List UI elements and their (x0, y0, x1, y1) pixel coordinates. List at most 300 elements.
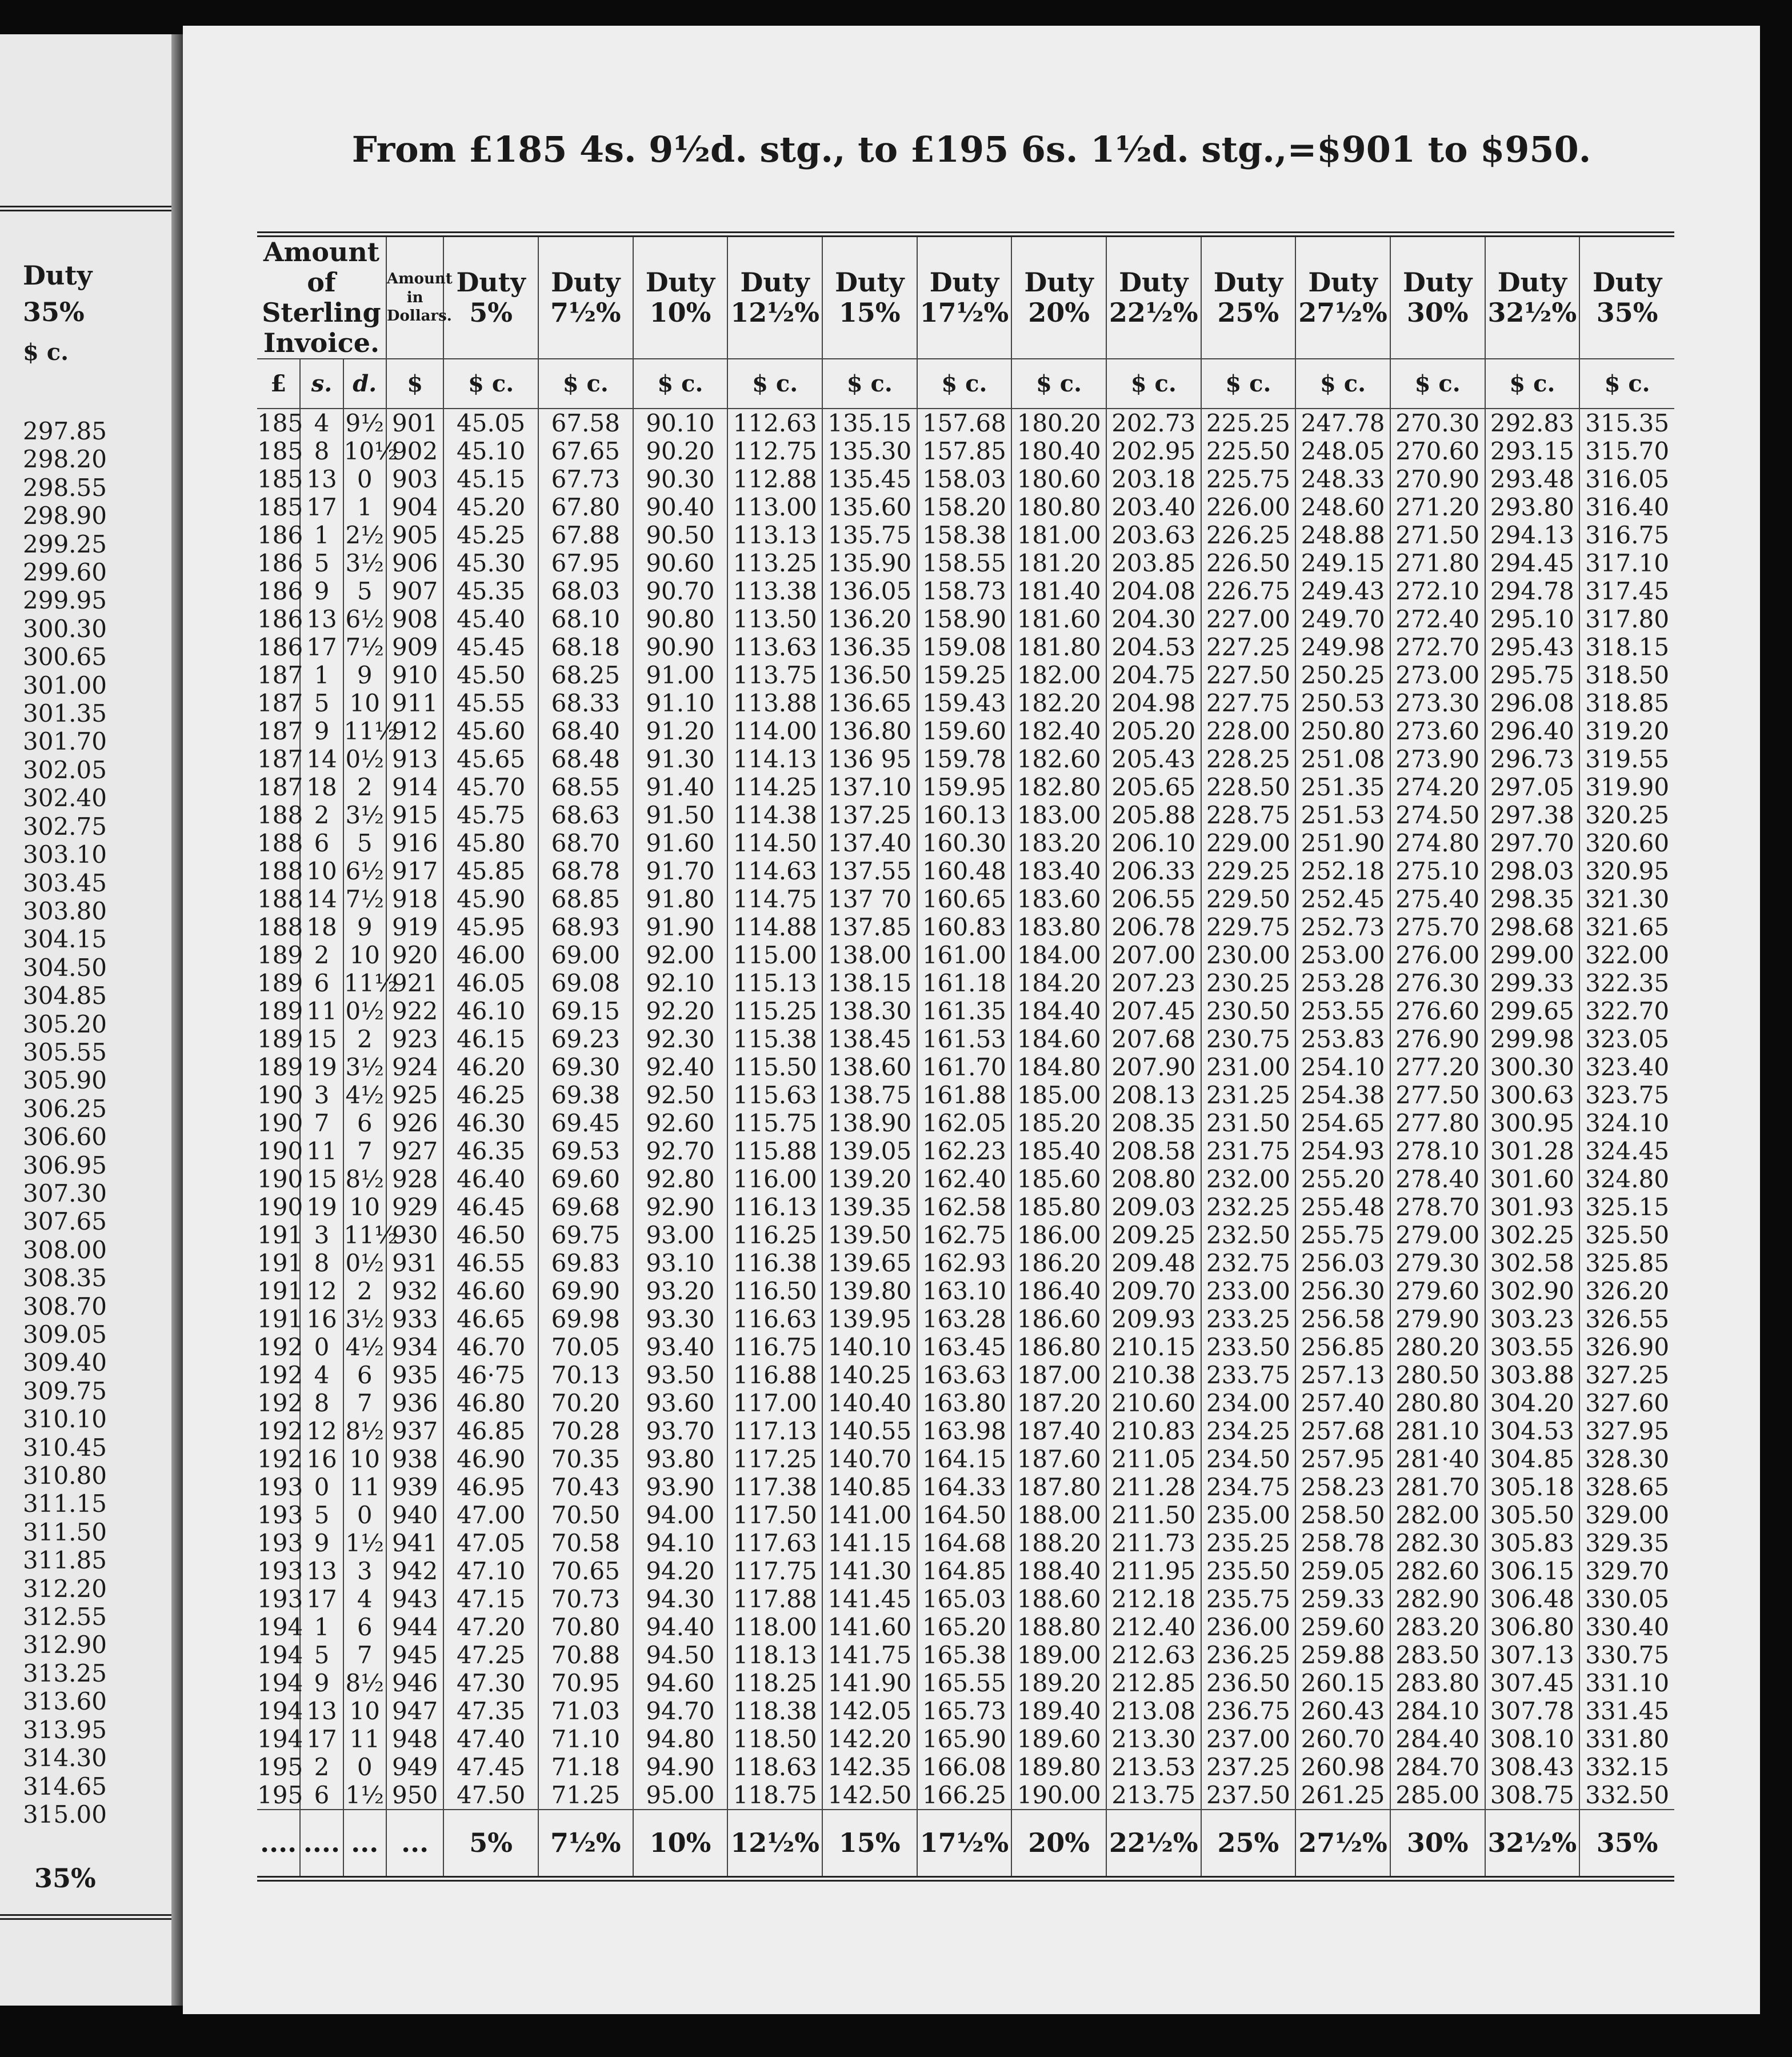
table-cell: 183.40 (1011, 857, 1106, 885)
table-cell: 303.55 (1485, 1333, 1580, 1361)
table-cell: 112.88 (727, 465, 822, 493)
table-cell: 188.80 (1011, 1613, 1106, 1641)
table-cell: 922 (386, 997, 443, 1025)
table-cell: 937 (386, 1417, 443, 1445)
table-cell: 279.00 (1390, 1221, 1485, 1249)
table-cell: 0½ (343, 745, 386, 773)
table-cell: 204.30 (1106, 605, 1201, 633)
table-cell: 255.20 (1295, 1165, 1390, 1193)
table-cell: 210.38 (1106, 1361, 1201, 1389)
table-cell: 183.80 (1011, 913, 1106, 941)
footer-duty-rate: 30% (1390, 1810, 1485, 1879)
table-cell: 318.85 (1579, 689, 1674, 717)
table-cell: 231.00 (1201, 1053, 1296, 1081)
table-cell: 8½ (343, 1669, 386, 1697)
table-cell: 277.50 (1390, 1081, 1485, 1109)
table-cell: 5 (343, 829, 386, 857)
table-cell: 17 (300, 1585, 343, 1613)
prev-value: 304.15 (23, 925, 107, 954)
table-cell: 47.10 (443, 1557, 538, 1585)
table-cell: 17 (300, 1725, 343, 1753)
table-cell: 324.10 (1579, 1109, 1674, 1137)
table-cell: 281.70 (1390, 1473, 1485, 1501)
table-cell: 0½ (343, 997, 386, 1025)
table-cell: 3½ (343, 1053, 386, 1081)
table-cell: 280.20 (1390, 1333, 1485, 1361)
prev-value: 299.95 (23, 586, 107, 615)
duty-header (822, 234, 917, 359)
footer-duty-rate: 20% (1011, 1810, 1106, 1879)
table-cell: 45.80 (443, 829, 538, 857)
table-cell: 165.73 (917, 1697, 1012, 1725)
table-cell: 0½ (343, 1249, 386, 1277)
table-cell: 8½ (343, 1165, 386, 1193)
table-cell: 94.80 (633, 1725, 728, 1753)
footer-duty-rate: 7½% (538, 1810, 633, 1879)
table-cell: 162.23 (917, 1137, 1012, 1165)
table-cell: 67.65 (538, 437, 633, 465)
table-cell: 5 (300, 689, 343, 717)
table-cell: 10 (343, 689, 386, 717)
table-cell: 158.73 (917, 577, 1012, 605)
dollar-unit: $ (386, 359, 443, 409)
table-cell: 18 (300, 913, 343, 941)
table-cell: 228.50 (1201, 773, 1296, 801)
table-cell: 70.88 (538, 1641, 633, 1669)
table-cell: 7 (300, 1109, 343, 1137)
table-cell: 45.70 (443, 773, 538, 801)
table-cell: 271.50 (1390, 521, 1485, 549)
table-cell: 182.80 (1011, 773, 1106, 801)
prev-value: 299.25 (23, 530, 107, 558)
table-cell: 940 (386, 1501, 443, 1529)
table-cell: 163.98 (917, 1417, 1012, 1445)
table-cell: 325.50 (1579, 1221, 1674, 1249)
table-cell: 270.60 (1390, 437, 1485, 465)
table-cell: 327.60 (1579, 1389, 1674, 1417)
table-cell: 259.33 (1295, 1585, 1390, 1613)
table-row (257, 465, 1674, 493)
table-cell: 8 (300, 1389, 343, 1417)
table-cell: 928 (386, 1165, 443, 1193)
table-cell: 113.25 (727, 549, 822, 577)
table-cell: 70.95 (538, 1669, 633, 1697)
table-cell: 17 (300, 493, 343, 521)
table-cell: 325.85 (1579, 1249, 1674, 1277)
table-cell: 306.48 (1485, 1585, 1580, 1613)
table-cell: 45.75 (443, 801, 538, 829)
table-cell: 46.05 (443, 969, 538, 997)
duty-header (1295, 234, 1390, 359)
table-cell: 46.90 (443, 1445, 538, 1473)
table-cell: 332.50 (1579, 1781, 1674, 1810)
duty-label: Duty (1213, 266, 1283, 298)
table-row (257, 1697, 1674, 1725)
table-cell: 258.23 (1295, 1473, 1390, 1501)
table-cell: 926 (386, 1109, 443, 1137)
table-cell: 282.60 (1390, 1557, 1485, 1585)
table-cell: 70.28 (538, 1417, 633, 1445)
table-cell: 113.00 (727, 493, 822, 521)
table-row (257, 997, 1674, 1025)
table-cell: 7 (343, 1641, 386, 1669)
table-cell: 913 (386, 745, 443, 773)
table-cell: 316.40 (1579, 493, 1674, 521)
duty-header (1201, 234, 1296, 359)
main-page (183, 26, 1760, 2014)
table-cell: 90.30 (633, 465, 728, 493)
table-cell: 182.60 (1011, 745, 1106, 773)
prev-value: 301.00 (23, 671, 107, 699)
table-cell: 273.30 (1390, 689, 1485, 717)
duty-unit: $ c. (1485, 359, 1580, 409)
prev-value: 311.15 (23, 1490, 107, 1518)
table-cell: 117.25 (727, 1445, 822, 1473)
table-cell: 141.00 (822, 1501, 917, 1529)
table-cell: 8 (300, 1249, 343, 1277)
table-row (257, 969, 1674, 997)
table-cell: 15 (300, 1165, 343, 1193)
table-cell: 256.58 (1295, 1305, 1390, 1333)
table-cell: 210.60 (1106, 1389, 1201, 1417)
table-cell: 934 (386, 1333, 443, 1361)
prev-value: 310.10 (23, 1405, 107, 1434)
table-row (257, 1445, 1674, 1473)
book-gutter (171, 34, 183, 2006)
dollars-header: Amount in Dollars. (386, 234, 443, 359)
table-cell: 45.50 (443, 661, 538, 689)
table-cell: 91.30 (633, 745, 728, 773)
table-cell: 204.08 (1106, 577, 1201, 605)
duty-label: Duty (645, 266, 715, 298)
table-cell: 902 (386, 437, 443, 465)
table-cell: 1 (300, 521, 343, 549)
table-cell: 301.60 (1485, 1165, 1580, 1193)
table-cell: 192 (257, 1332, 303, 1361)
table-cell: 231.75 (1201, 1137, 1296, 1165)
table-cell: 207.45 (1106, 997, 1201, 1025)
pence-unit: d. (343, 359, 386, 409)
table-cell: 93.70 (633, 1417, 728, 1445)
table-cell: 135.30 (822, 437, 917, 465)
table-cell: 46.95 (443, 1473, 538, 1501)
prev-value: 308.00 (23, 1235, 107, 1264)
table-cell: 92.70 (633, 1137, 728, 1165)
table-cell: 45.25 (443, 521, 538, 549)
table-cell: 46.35 (443, 1137, 538, 1165)
table-cell: 280.80 (1390, 1389, 1485, 1417)
table-cell: 69.83 (538, 1249, 633, 1277)
table-cell: 929 (386, 1193, 443, 1221)
table-cell: 236.75 (1201, 1697, 1296, 1725)
table-cell: 227.75 (1201, 689, 1296, 717)
table-cell: 160.13 (917, 801, 1012, 829)
table-cell: 228.75 (1201, 801, 1296, 829)
prev-value: 306.60 (23, 1123, 107, 1151)
table-cell: 92.20 (633, 997, 728, 1025)
table-cell: 161.88 (917, 1081, 1012, 1109)
table-cell: 303.88 (1485, 1361, 1580, 1389)
table-cell: 228.00 (1201, 717, 1296, 745)
table-cell: 270.30 (1390, 409, 1485, 437)
table-cell: 113.63 (727, 633, 822, 661)
table-cell: 68.70 (538, 829, 633, 857)
table-cell: 914 (386, 773, 443, 801)
footer-duty-rate: 5% (443, 1810, 538, 1879)
prev-value: 312.20 (23, 1574, 107, 1603)
table-cell: 136.65 (822, 689, 917, 717)
table-cell: 254.10 (1295, 1053, 1390, 1081)
table-cell: 254.38 (1295, 1081, 1390, 1109)
table-cell: 230.00 (1201, 941, 1296, 969)
table-cell: 47.45 (443, 1753, 538, 1781)
table-cell: 10½ (343, 437, 398, 465)
table-cell: 137.10 (822, 773, 917, 801)
table-cell: 159.25 (917, 661, 1012, 689)
table-cell: 1 (343, 493, 386, 521)
table-cell: 280.50 (1390, 1361, 1485, 1389)
table-cell: 45.85 (443, 857, 538, 885)
table-cell: 91.70 (633, 857, 728, 885)
table-row (257, 409, 1674, 437)
table-cell: 271.80 (1390, 549, 1485, 577)
duty-label: Duty (1119, 266, 1189, 298)
table-cell: 251.08 (1295, 745, 1390, 773)
table-cell: 92.50 (633, 1081, 728, 1109)
prev-duty-rate: 35% (23, 297, 85, 328)
table-cell: 234.00 (1201, 1389, 1296, 1417)
table-cell: 8½ (343, 1417, 386, 1445)
table-cell: 208.80 (1106, 1165, 1201, 1193)
table-cell: 158.90 (917, 605, 1012, 633)
table-cell: 324.45 (1579, 1137, 1674, 1165)
footer-dots: .... (300, 1810, 343, 1879)
table-cell: 323.75 (1579, 1081, 1674, 1109)
table-cell: 192 (257, 1444, 303, 1473)
table-cell: 294.45 (1485, 549, 1580, 577)
table-cell: 186.00 (1011, 1221, 1106, 1249)
table-cell: 194 (257, 1612, 303, 1641)
table-cell: 93.40 (633, 1333, 728, 1361)
table-cell: 189 (257, 1025, 303, 1053)
table-cell: 11 (300, 1137, 343, 1165)
table-cell: 4 (300, 409, 343, 437)
prev-values-column (23, 417, 107, 1828)
table-cell: 45.65 (443, 745, 538, 773)
table-cell: 165.03 (917, 1585, 1012, 1613)
table-cell: 317.10 (1579, 549, 1674, 577)
table-cell: 136.35 (822, 633, 917, 661)
table-cell: 46.00 (443, 941, 538, 969)
table-cell: 118.00 (727, 1613, 822, 1641)
table-row (257, 1529, 1674, 1557)
table-cell: 282.90 (1390, 1585, 1485, 1613)
table-cell: 187 (257, 745, 303, 773)
duty-header (1011, 234, 1106, 359)
table-cell: 190 (257, 1080, 303, 1109)
table-cell: 91.10 (633, 689, 728, 717)
table-cell: 307.78 (1485, 1697, 1580, 1725)
table-cell: 941 (386, 1529, 443, 1557)
table-cell: 229.50 (1201, 885, 1296, 913)
table-row (257, 1333, 1674, 1361)
table-cell: 190 (257, 1108, 303, 1137)
table-cell: 118.75 (727, 1781, 822, 1810)
table-cell: 45.90 (443, 885, 538, 913)
table-cell: 160.48 (917, 857, 1012, 885)
table-cell: 9 (300, 577, 343, 605)
table-cell: 207.90 (1106, 1053, 1201, 1081)
table-cell: 205.20 (1106, 717, 1201, 745)
duty-unit: $ c. (1390, 359, 1485, 409)
table-cell: 95.00 (633, 1781, 728, 1810)
table-cell: 92.60 (633, 1109, 728, 1137)
table-cell: 916 (386, 829, 443, 857)
table-cell: 68.48 (538, 745, 633, 773)
table-cell: 318.15 (1579, 633, 1674, 661)
table-cell: 165.90 (917, 1725, 1012, 1753)
table-cell: 92.80 (633, 1165, 728, 1193)
table-cell: 70.05 (538, 1333, 633, 1361)
table-cell: 908 (386, 605, 443, 633)
duty-label: Duty (1497, 266, 1567, 298)
table-row (257, 1753, 1674, 1781)
table-cell: 93.90 (633, 1473, 728, 1501)
table-cell: 94.00 (633, 1501, 728, 1529)
table-cell: 5 (300, 549, 343, 577)
table-cell: 248.60 (1295, 493, 1390, 521)
table-cell: 164.50 (917, 1501, 1012, 1529)
table-cell: 206.78 (1106, 913, 1201, 941)
table-cell: 203.18 (1106, 465, 1201, 493)
table-cell: 70.50 (538, 1501, 633, 1529)
table-cell: 276.00 (1390, 941, 1485, 969)
prev-value: 300.30 (23, 614, 107, 643)
footer-duty-rate: 35% (1579, 1810, 1674, 1879)
table-cell: 273.00 (1390, 661, 1485, 689)
table-cell: 10 (343, 1697, 386, 1725)
table-cell: 94.10 (633, 1529, 728, 1557)
duty-header (917, 234, 1012, 359)
table-cell: 1½ (343, 1781, 386, 1810)
table-row (257, 829, 1674, 857)
duty-unit: $ c. (1201, 359, 1296, 409)
table-cell: 251.35 (1295, 773, 1390, 801)
table-cell: 70.73 (538, 1585, 633, 1613)
table-header-row (257, 234, 1674, 359)
table-cell: 0 (343, 1501, 386, 1529)
table-cell: 253.28 (1295, 969, 1390, 997)
prev-value: 307.65 (23, 1207, 107, 1236)
duty-rate: 22½% (1109, 297, 1198, 328)
table-cell: 68.40 (538, 717, 633, 745)
table-cell: 117.75 (727, 1557, 822, 1585)
table-cell: 275.10 (1390, 857, 1485, 885)
table-cell: 923 (386, 1025, 443, 1053)
table-cell: 45.40 (443, 605, 538, 633)
table-cell: 903 (386, 465, 443, 493)
table-cell: 117.63 (727, 1529, 822, 1557)
table-cell: 165.20 (917, 1613, 1012, 1641)
table-cell: 16 (300, 1305, 343, 1333)
duty-rate: 10% (649, 297, 711, 328)
table-cell: 46.15 (443, 1025, 538, 1053)
table-cell: 94.50 (633, 1641, 728, 1669)
table-cell: 94.40 (633, 1613, 728, 1641)
table-cell: 185.60 (1011, 1165, 1106, 1193)
table-cell: 46.50 (443, 1221, 538, 1249)
table-cell: 158.20 (917, 493, 1012, 521)
table-cell: 116.00 (727, 1165, 822, 1193)
table-cell: 70.20 (538, 1389, 633, 1417)
table-cell: 3½ (343, 801, 386, 829)
duty-unit: $ c. (633, 359, 728, 409)
table-cell: 325.15 (1579, 1193, 1674, 1221)
table-cell: 11½ (343, 1220, 398, 1249)
table-cell: 163.28 (917, 1305, 1012, 1333)
table-cell: 253.83 (1295, 1025, 1390, 1053)
table-cell: 116.25 (727, 1221, 822, 1249)
table-cell: 137.40 (822, 829, 917, 857)
table-cell: 249.98 (1295, 633, 1390, 661)
table-cell: 297.38 (1485, 801, 1580, 829)
table-cell: 329.35 (1579, 1529, 1674, 1557)
table-cell: 191 (257, 1304, 303, 1333)
table-cell: 47.05 (443, 1529, 538, 1557)
table-cell: 45.95 (443, 913, 538, 941)
table-cell: 182.20 (1011, 689, 1106, 717)
table-cell: 322.70 (1579, 997, 1674, 1025)
table-cell: 308.10 (1485, 1725, 1580, 1753)
table-row (257, 549, 1674, 577)
table-cell: 159.43 (917, 689, 1012, 717)
table-cell: 12 (300, 1417, 343, 1445)
table-cell: 93.80 (633, 1445, 728, 1473)
table-cell: 205.43 (1106, 745, 1201, 773)
table-cell: 180.40 (1011, 437, 1106, 465)
table-cell: 230.50 (1201, 997, 1296, 1025)
table-cell: 113.13 (727, 521, 822, 549)
prev-value: 305.55 (23, 1038, 107, 1066)
table-cell: 304.85 (1485, 1445, 1580, 1473)
table-cell: 209.25 (1106, 1221, 1201, 1249)
table-cell: 225.50 (1201, 437, 1296, 465)
table-cell: 293.48 (1485, 465, 1580, 493)
table-cell: 927 (386, 1137, 443, 1165)
table-cell: 1½ (343, 1529, 386, 1557)
table-cell: 933 (386, 1305, 443, 1333)
table-cell: 157.85 (917, 437, 1012, 465)
table-cell: 229.00 (1201, 829, 1296, 857)
table-cell: 188.00 (1011, 1501, 1106, 1529)
table-cell: 943 (386, 1585, 443, 1613)
table-cell: 296.73 (1485, 745, 1580, 773)
table-cell: 164.68 (917, 1529, 1012, 1557)
table-cell: 1 (300, 661, 343, 689)
table-cell: 91.90 (633, 913, 728, 941)
table-cell: 187.80 (1011, 1473, 1106, 1501)
table-cell: 12 (300, 1277, 343, 1305)
table-row (257, 689, 1674, 717)
table-cell: 257.40 (1295, 1389, 1390, 1417)
table-cell: 8 (300, 437, 343, 465)
table-cell: 189.00 (1011, 1641, 1106, 1669)
table-cell: 139.35 (822, 1193, 917, 1221)
table-cell: 158.03 (917, 465, 1012, 493)
table-cell: 920 (386, 941, 443, 969)
table-cell: 185 (257, 437, 303, 465)
prev-value: 302.05 (23, 755, 107, 784)
